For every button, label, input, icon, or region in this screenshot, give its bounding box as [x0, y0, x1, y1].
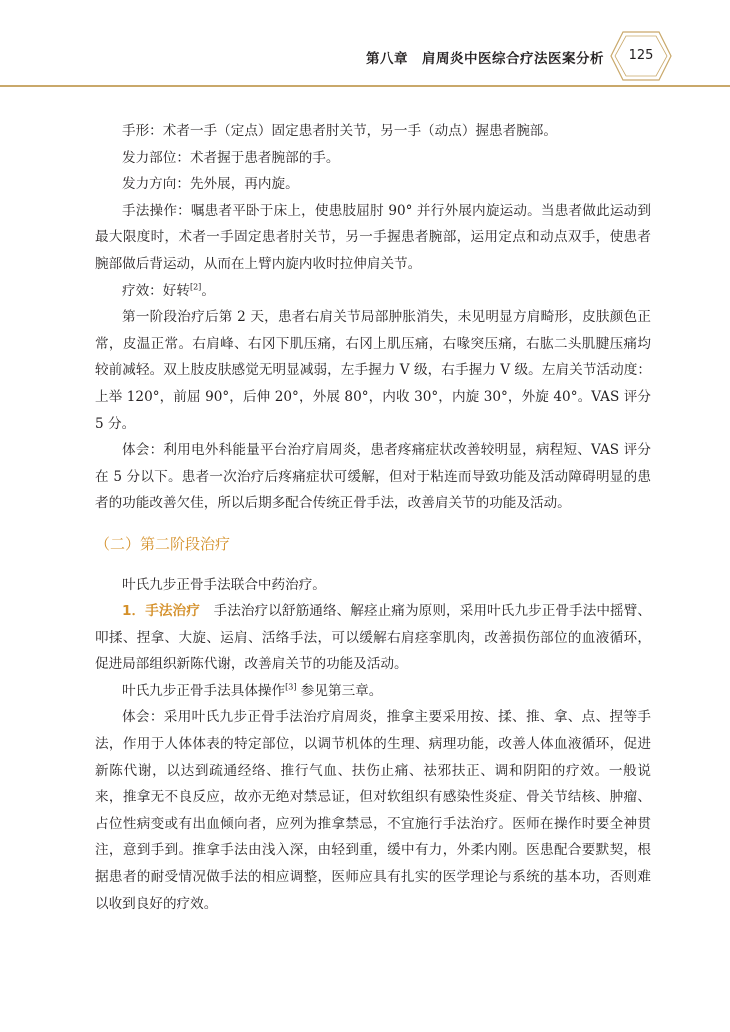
- paragraph-reflection-2: 体会：采用叶氏九步正骨手法治疗肩周炎，推拿主要采用按、揉、推、拿、点、捏等手法，作用于人体体表的特定部位，以调节机体的生理、病理功能，改善人体血液循环，促进新陈代谢，以达到疏通经络、推行气血、扶伤止痛、祛邪扶正、调和阴阳的疗效。一般说来，推拿无不良反应，故亦无绝对禁忌证，但对软组织有感染性炎症、骨关节结核、肿瘤、占位性病变或有出血倾向者，应列为推拿禁忌，不宜施行手法治疗。医师在操作时要全神贯注，意到手到。推拿手法由浅入深，由轻到重，缓中有力，外柔内刚。医患配合要默契，根据患者的耐受情况做手法的相应调整，医师应具有扎实的医学理论与系统的基本功，否则难以收到良好的疗效。: [95, 709, 651, 912]
- paragraph-technique: 手法操作：嘱患者平卧于床上，使患肢屈肘 90° 并行外展内旋运动。当患者做此运动到最大限度时，术者一手固定患者肘关节，另一手握患者腕部，运用定点和动点双手，使患者腕部做后背运动，从而在上臂内旋内收时拉伸肩关节。: [95, 202, 651, 272]
- paragraph-manual-therapy: [95, 598, 651, 678]
- paragraph-force-location: 发力部位：术者握于患者腕部的手。: [122, 149, 340, 166]
- procedure-end: 参见第三章。: [296, 682, 383, 699]
- paragraph-procedure-ref: [95, 678, 651, 705]
- paragraph-stage-two-intro: 叶氏九步正骨手法联合中药治疗。: [122, 576, 326, 593]
- paragraph-hand-shape: 手形：术者一手（定点）固定患者肘关节，另一手（动点）握患者腕部。: [122, 123, 557, 139]
- procedure-text: 叶氏九步正骨手法具体操作: [122, 682, 286, 699]
- manual-therapy-text: 手法治疗以舒筋通络、解痉止痛为原则，采用叶氏九步正骨手法中摇臂、叩揉、捏拿、大旋、运肩、活络手法，可以缓解右肩痉挛肌肉，改善损伤部位的血液循环，促进局部组织新陈代谢，改善肩关节的功能及活动。: [95, 603, 651, 673]
- paragraph-reflection-1: 体会：利用电外科能量平台治疗肩周炎，患者疼痛症状改善较明显，病程短、VAS 评分在 5 分以下。患者一次治疗后疼痛症状可缓解，但对于粘连而导致功能及活动障碍明显的患者的功能改善欠佳，所以后期多配合传统正骨手法，改善肩关节的功能及活动。: [95, 442, 651, 512]
- paragraph-force-direction: 发力方向：先外展，再内旋。: [122, 176, 299, 193]
- paragraph-efficacy: [95, 278, 651, 305]
- chapter-title: 第八章 肩周炎中医综合疗法医案分析: [366, 51, 604, 67]
- section-heading: （二）第二阶段治疗: [95, 534, 231, 553]
- paragraph-followup: 第一阶段治疗后第 2 天，患者右肩关节局部肿胀消失，未见明显方肩畸形，皮肤颜色正常，皮温正常。右肩峰、右冈下肌压痛，右冈上肌压痛，右喙突压痛，右肱二头肌腱压痛均较前减轻。双上肢皮肤感觉无明显减弱，左手握力 V 级，右手握力 V 级。左肩关节活动度：上举 120°，前屈 90°，后伸 20°，外展 80°，内收 30°，内旋 30°，外旋 40°。VAS 评分 5 分。: [95, 309, 651, 432]
- header-divider: [0, 85, 730, 87]
- efficacy-text: 疗效：好转: [122, 282, 190, 299]
- efficacy-end: 。: [201, 282, 215, 299]
- subsection-label: 1．手法治疗: [122, 603, 200, 620]
- page-number: 125: [628, 48, 654, 63]
- citation-ref: [2]: [189, 282, 202, 292]
- citation-ref: [3]: [285, 682, 297, 692]
- page-body: [95, 118, 651, 917]
